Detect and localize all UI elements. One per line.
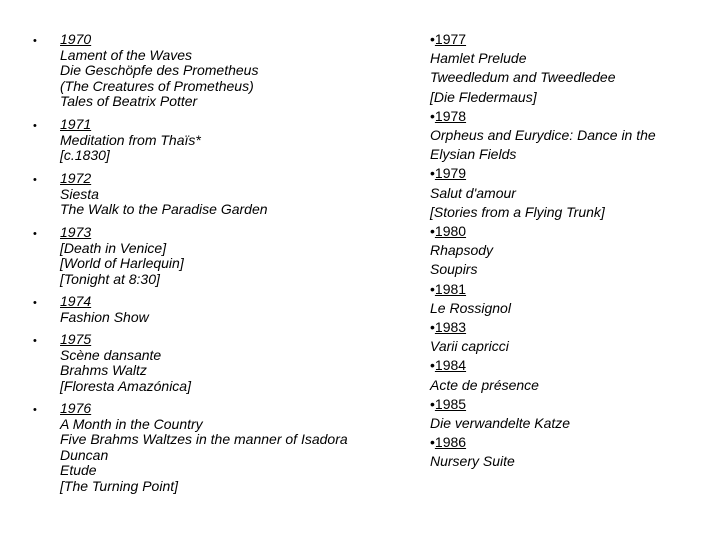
bullet-icon: • <box>430 165 435 182</box>
year-link[interactable]: 1979 <box>434 165 467 182</box>
year-link[interactable]: 1974 <box>60 293 92 309</box>
work-title: [c.1830] <box>60 147 110 163</box>
work-title: [Stories from a Flying Trunk] <box>430 203 605 220</box>
work-title: Salut d'amour <box>430 184 516 201</box>
work-title: Etude <box>60 462 97 478</box>
list-item <box>0 294 400 325</box>
bullet-icon: • <box>33 35 37 47</box>
year-link[interactable]: 1973 <box>60 224 92 240</box>
list-item <box>0 117 400 164</box>
work-title: [Die Fledermaus] <box>430 88 537 105</box>
bullet-icon: • <box>33 174 37 186</box>
bullet-icon: • <box>430 107 435 124</box>
work-title: Elysian Fields <box>430 146 517 163</box>
bullet-icon: • <box>430 280 435 297</box>
year-link[interactable]: 1981 <box>434 280 467 297</box>
work-title: [Floresta Amazónica] <box>60 377 191 394</box>
work-title: Orpheus and Eurydice: Dance in the <box>430 127 656 144</box>
year-link[interactable]: 1970 <box>60 31 92 47</box>
year-link[interactable]: 1972 <box>60 170 92 186</box>
work-title: Nursery Suite <box>430 453 515 470</box>
year-link[interactable]: 1971 <box>60 116 92 132</box>
year-link[interactable]: 1984 <box>434 357 467 374</box>
work-title: The Walk to the Paradise Garden <box>60 201 268 217</box>
work-title: Rhapsody <box>430 242 494 259</box>
work-title: Le Rossignol <box>430 299 511 316</box>
year-link[interactable]: 1978 <box>434 107 467 124</box>
year-line <box>430 222 710 241</box>
year-link[interactable]: 1986 <box>434 434 467 451</box>
work-title: Scène dansante <box>60 346 162 363</box>
work-title: Brahms Waltz <box>60 362 147 378</box>
bullet-icon: • <box>430 395 435 412</box>
year-line <box>430 395 710 414</box>
bullet-icon: • <box>33 120 37 132</box>
work-title: Die verwandelte Katze <box>430 415 571 432</box>
year-link[interactable]: 1976 <box>60 400 92 416</box>
year-link[interactable]: 1985 <box>434 395 467 412</box>
work-title: Five Brahms Waltzes in the manner of Isadora Duncan <box>60 431 348 463</box>
work-title: [Death in Venice] <box>60 239 167 256</box>
list-item <box>0 32 400 110</box>
work-title: Hamlet Prelude <box>430 50 527 67</box>
bullet-icon: • <box>33 228 37 240</box>
year-line <box>430 280 710 299</box>
work-title: [World of Harlequin] <box>60 255 184 271</box>
year-link[interactable]: 1977 <box>434 31 467 47</box>
work-title: Tales of Beatrix Potter <box>60 93 198 109</box>
list-item <box>0 401 400 494</box>
year-line <box>430 107 710 126</box>
work-title: (The Creatures of Prometheus) <box>60 77 254 94</box>
bullet-icon: • <box>33 404 37 416</box>
year-line <box>430 164 710 183</box>
work-title: Meditation from Thaïs* <box>60 131 201 148</box>
work-title: [Tonight at 8:30] <box>60 270 160 287</box>
work-title: Soupirs <box>430 261 478 278</box>
work-title: Varii capricci <box>430 338 509 355</box>
work-title: A Month in the Country <box>60 415 203 432</box>
year-line <box>430 433 710 452</box>
bullet-icon: • <box>430 319 435 336</box>
bullet-icon: • <box>33 297 37 309</box>
work-title: Die Geschöpfe des Prometheus <box>60 62 259 78</box>
work-title: Tweedledum and Tweedledee <box>430 69 616 86</box>
bullet-icon: • <box>430 223 435 240</box>
work-title: Acte de présence <box>430 376 539 393</box>
list-item <box>0 225 400 287</box>
bullet-icon: • <box>430 357 435 374</box>
year-line <box>430 30 710 49</box>
list-item <box>0 332 400 394</box>
bullet-icon: • <box>430 434 435 451</box>
work-title: Siesta <box>60 185 99 202</box>
work-title: [The Turning Point] <box>60 477 179 494</box>
work-title: Lament of the Waves <box>60 46 193 63</box>
right-column <box>430 30 710 472</box>
work-title: Fashion Show <box>60 308 149 325</box>
list-item <box>0 171 400 218</box>
year-line <box>430 356 710 375</box>
year-link[interactable]: 1975 <box>60 331 92 347</box>
bullet-icon: • <box>33 335 37 347</box>
year-line <box>430 318 710 337</box>
year-link[interactable]: 1983 <box>434 319 467 336</box>
bullet-icon: • <box>430 31 435 47</box>
year-link[interactable]: 1980 <box>434 223 467 240</box>
